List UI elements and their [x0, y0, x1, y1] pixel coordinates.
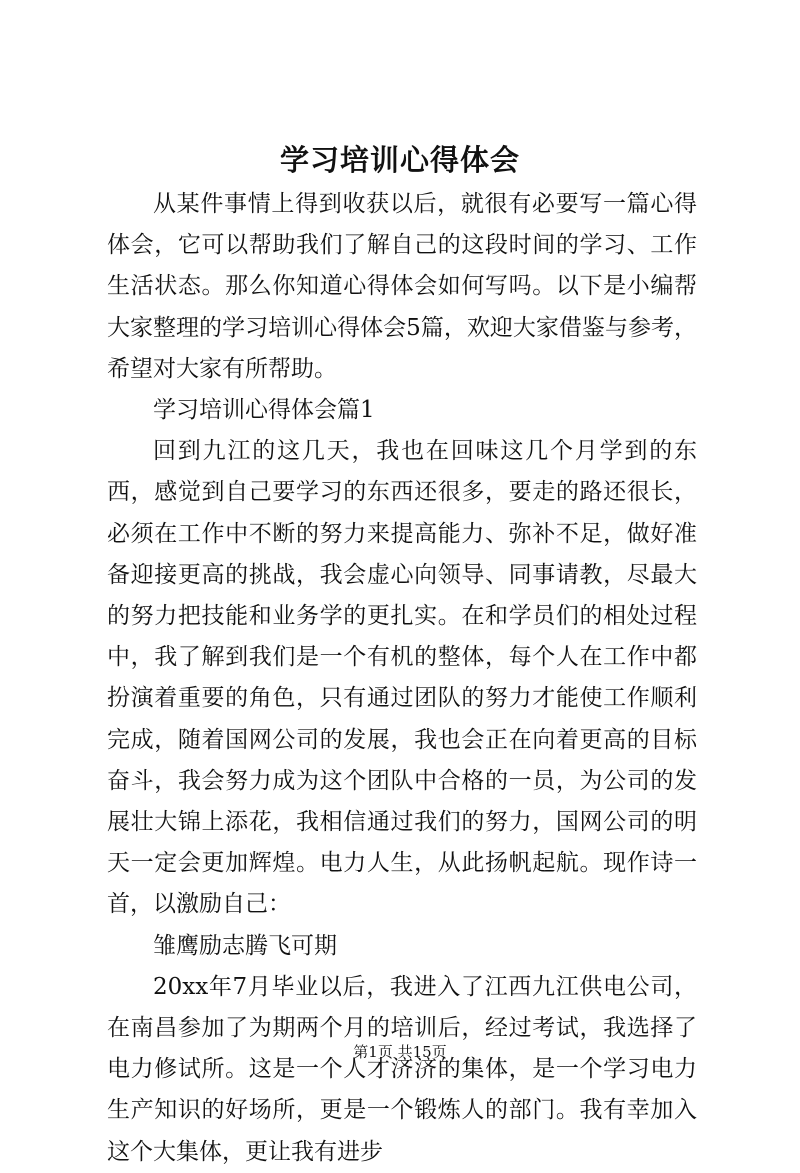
- body-paragraph: 回到九江的这几天，我也在回味这几个月学到的东西，感觉到自己要学习的东西还很多，要走的路还很长，必须在工作中不断的努力来提高能力、弥补不足，做好准备迎接更高的挑战，我会虚心向领导、同事请教，尽最大的努力把技能和业务学的更扎实。在和学员们的相处过程中，我了解到我们是一个有机的整体，每个人在工作中都扮演着重要的角色，只有通过团队的努力才能使工作顺利完成，随着国网公司的发展，我也会正在向着更高的目标奋斗，我会努力成为这个团队中合格的一员，为公司的发展壮大锦上添花，我相信通过我们的努力，国网公司的明天一定会更加辉煌。电力人生，从此扬帆起航。现作诗一首，以激励自己：: [107, 438, 697, 918]
- document-body: [107, 184, 697, 1173]
- body-paragraph: 20xx年7月毕业以后，我进入了江西九江供电公司，在南昌参加了为期两个月的培训后，经过考试，我选择了电力修试所。这是一个人才济济的集体，是一个学习电力生产知识的好场所，更是一个锻炼人的部门。我有幸加入这个大集体，更让我有进步: [107, 973, 697, 1165]
- intro-paragraph: 从某件事情上得到收获以后，就很有必要写一篇心得体会，它可以帮助我们了解自己的这段时间的学习、工作生活状态。那么你知道心得体会如何写吗。以下是小编帮大家整理的学习培训心得体会5篇，欢迎大家借鉴与参考，希望对大家有所帮助。: [107, 191, 697, 382]
- page-number: 第1页 共15页: [353, 1043, 447, 1061]
- document-title: 学习培训心得体会: [279, 143, 520, 177]
- poem-title: 雏鹰励志腾飞可期: [153, 932, 337, 959]
- section-heading: 学习培训心得体会篇1: [153, 397, 375, 424]
